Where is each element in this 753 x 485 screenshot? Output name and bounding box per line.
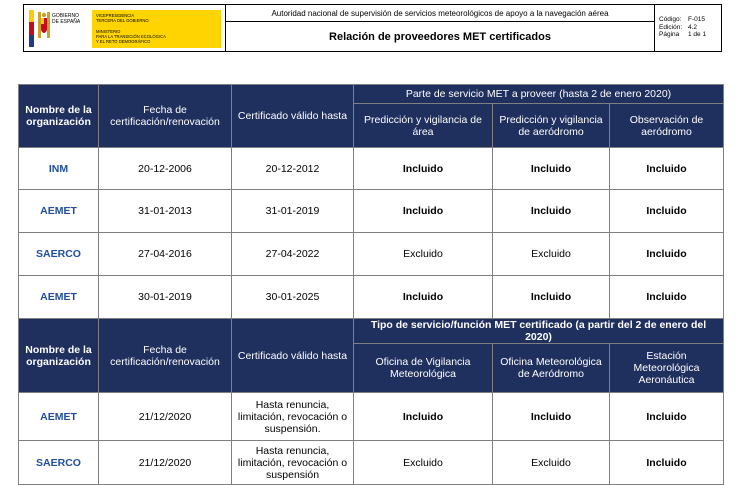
service-status: Excluido	[354, 233, 493, 276]
org-name: AEMET	[19, 393, 99, 441]
subcol-header: Predicción y vigilancia de aeródromo	[493, 104, 610, 148]
valid-until: Hasta renuncia, limitación, revocación o suspensión	[232, 441, 354, 485]
coat-of-arms-icon	[37, 10, 51, 46]
valid-until: Hasta renuncia, limitación, revocación o suspensión.	[232, 393, 354, 441]
gobierno-text: GOBIERNO DE ESPAÑA	[52, 13, 81, 25]
service-status: Incluido	[493, 276, 610, 319]
service-status: Incluido	[610, 233, 724, 276]
service-status: Incluido	[354, 190, 493, 233]
valid-until: 30-01-2025	[232, 276, 354, 319]
service-status: Incluido	[493, 393, 610, 441]
ministry-box: VICEPRESIDENCIA TERCERA DEL GOBIERNO MINISTERIO PARA LA TRANSICIÓN ECOLÓGICA Y EL RETO DEMOGRÁFICO	[92, 10, 221, 48]
meta-value: F-015	[688, 16, 705, 23]
col-header-org: Nombre de la organización	[19, 85, 99, 148]
service-status: Excluido	[493, 441, 610, 485]
table-row	[19, 148, 724, 190]
col-header-org: Nombre de la organización	[19, 319, 99, 393]
meta-value: 4.2	[688, 23, 698, 31]
page-title: Relación de proveedores MET certificados	[329, 30, 551, 43]
service-status: Incluido	[610, 190, 724, 233]
group-header: Tipo de servicio/función MET certificado (a partir del 2 de enero del 2020)	[354, 319, 724, 344]
header-subtitle: Autoridad nacional de supervisión de servicios meteorológicos de apoyo a la navegación aérea	[226, 5, 654, 22]
group-header: Parte de servicio MET a proveer (hasta 2 de enero 2020)	[354, 85, 724, 104]
valid-until: 27-04-2022	[232, 233, 354, 276]
service-status: Incluido	[493, 148, 610, 190]
meta-value: 1 de 1	[688, 31, 707, 38]
col-header-valid: Certificado válido hasta	[232, 319, 354, 393]
service-status: Incluido	[354, 148, 493, 190]
service-status: Incluido	[493, 190, 610, 233]
col-header-valid: Certificado válido hasta	[232, 85, 354, 148]
org-name: INM	[19, 148, 99, 190]
service-status: Incluido	[610, 148, 724, 190]
table-row	[19, 276, 724, 319]
cert-date: 21/12/2020	[99, 441, 232, 485]
cert-date: 27-04-2016	[99, 233, 232, 276]
document-header	[23, 4, 722, 52]
subcol-header: Observación de aeródromo	[610, 104, 724, 148]
org-name: SAERCO	[19, 441, 99, 485]
valid-until: 20-12-2012	[232, 148, 354, 190]
service-status: Incluido	[354, 276, 493, 319]
meta-label: Página	[659, 31, 680, 38]
org-name: AEMET	[19, 190, 99, 233]
cert-date: 21/12/2020	[99, 393, 232, 441]
cert-date: 31-01-2013	[99, 190, 232, 233]
service-status: Incluido	[354, 393, 493, 441]
valid-until: 31-01-2019	[232, 190, 354, 233]
providers-table	[18, 84, 724, 485]
col-header-date: Fecha de certificación/renovación	[99, 319, 232, 393]
table-row	[19, 393, 724, 441]
table-row	[19, 190, 724, 233]
subcol-header: Oficina Meteorológica de Aeródromo	[493, 344, 610, 393]
org-name: SAERCO	[19, 233, 99, 276]
org-name: AEMET	[19, 276, 99, 319]
cert-date: 30-01-2019	[99, 276, 232, 319]
col-header-date: Fecha de certificación/renovación	[99, 85, 232, 148]
flag-stripe-icon	[29, 10, 34, 47]
government-logo	[24, 5, 226, 51]
table-row	[19, 233, 724, 276]
subcol-header: Predicción y vigilancia de área	[354, 104, 493, 148]
document-meta	[655, 5, 721, 51]
service-status: Incluido	[610, 441, 724, 485]
service-status: Incluido	[610, 276, 724, 319]
meta-label: Edición:	[659, 23, 683, 31]
subcol-header: Estación Meteorológica Aeronáutica	[610, 344, 724, 393]
subcol-header: Oficina de Vigilancia Meteorológica	[354, 344, 493, 393]
table-row	[19, 441, 724, 485]
meta-label: Código:	[659, 16, 682, 23]
cert-date: 20-12-2006	[99, 148, 232, 190]
service-status: Excluido	[493, 233, 610, 276]
service-status: Excluido	[354, 441, 493, 485]
service-status: Incluido	[610, 393, 724, 441]
